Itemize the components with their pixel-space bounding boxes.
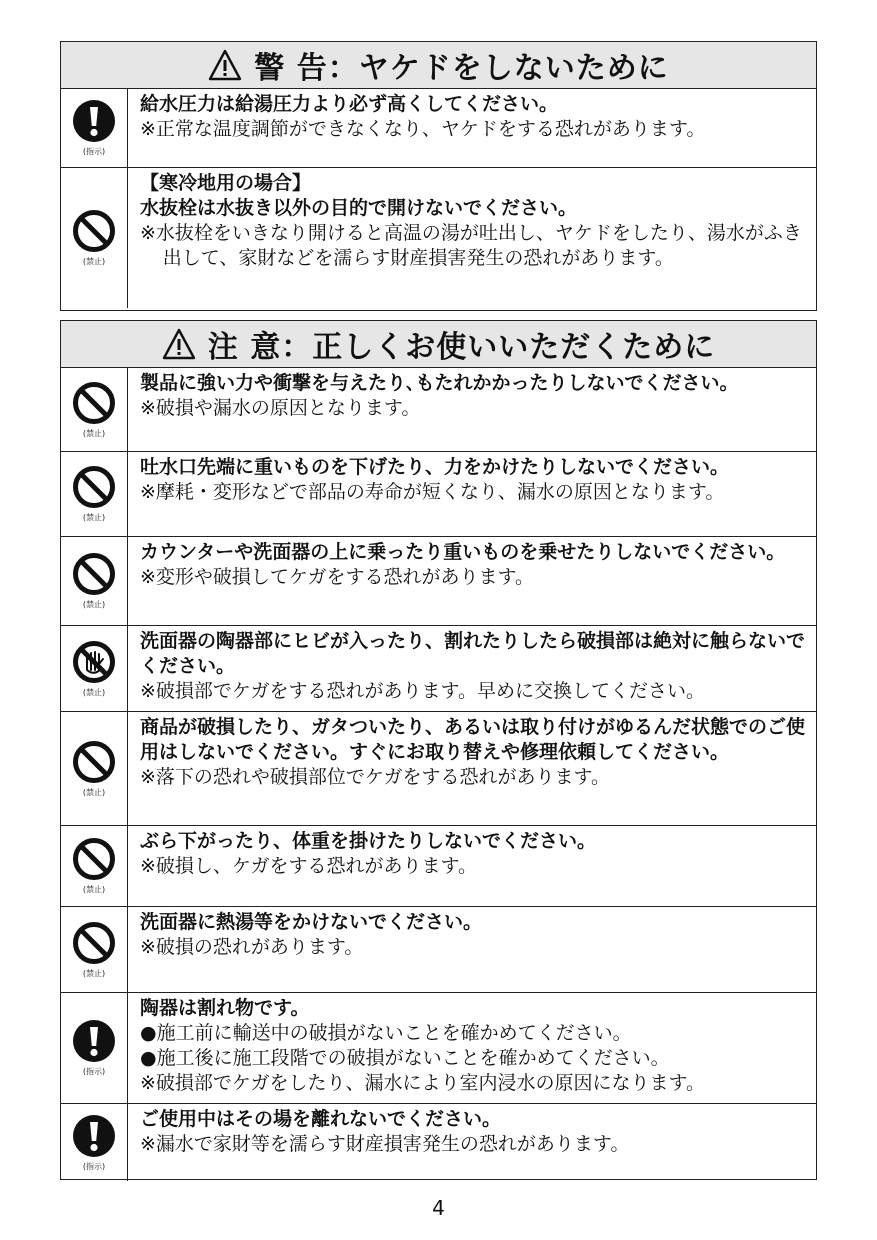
caution-header bbox=[61, 321, 816, 368]
note-text: ※破損部でケガをする恐れがあります。早めに交換してください。 bbox=[140, 680, 706, 702]
caution-row-2 bbox=[61, 452, 816, 537]
page-number: 4 bbox=[432, 1196, 445, 1220]
row-text bbox=[128, 89, 713, 167]
caution-row-4 bbox=[61, 626, 816, 712]
icon-caption: (禁止) bbox=[82, 600, 106, 609]
row-text bbox=[128, 368, 747, 451]
caution-section bbox=[60, 320, 817, 1180]
caution-row-3 bbox=[61, 537, 816, 626]
icon-cell bbox=[61, 368, 128, 451]
instruction-text: 【寒冷地用の場合】 bbox=[140, 172, 312, 194]
note-text: ※漏水で家財等を濡らす財産損害発生の恐れがあります。 bbox=[140, 1133, 630, 1155]
warning-section bbox=[60, 41, 817, 311]
icon-cell bbox=[61, 452, 128, 536]
prohibited-icon bbox=[72, 552, 116, 596]
row-text bbox=[128, 626, 816, 711]
note-text: ※破損や漏水の原因となります。 bbox=[140, 397, 421, 419]
icon-caption: (禁止) bbox=[82, 428, 106, 438]
instruction-text: 水抜栓は水抜き以外の目的で開けないでください。 bbox=[140, 197, 578, 219]
caution-title: 注 意：正しくお使いいただくために bbox=[207, 330, 716, 365]
note-text: ※摩耗・変形などで部品の寿命が短くなり、漏水の原因となります。 bbox=[140, 481, 725, 503]
note-text: ※変形や破損してケガをする恐れがあります。 bbox=[140, 566, 535, 588]
caution-row-5 bbox=[61, 712, 816, 826]
warning-rows bbox=[61, 89, 816, 308]
caution-row-6 bbox=[61, 826, 816, 907]
no-touch-icon bbox=[72, 640, 116, 684]
instruction-text: 製品に強い力や衝撃を与えたり､もたれかかったりしないでください。 bbox=[140, 372, 739, 394]
instruction-text: 洗面器に熱湯等をかけないでください。 bbox=[140, 911, 483, 933]
caution-row-8 bbox=[61, 993, 816, 1104]
note-text: ※破損し、ケガをする恐れがあります。 bbox=[140, 855, 478, 877]
icon-caption: (禁止) bbox=[82, 513, 106, 522]
mandatory-icon bbox=[72, 1019, 116, 1063]
note-text: ※破損の恐れがあります。 bbox=[140, 936, 364, 958]
instruction-text: 陶器は割れ物です。 bbox=[140, 997, 310, 1019]
icon-caption: (禁止) bbox=[82, 687, 106, 697]
instruction-text: カウンターや洗面器の上に乗ったり重いものを乗せたりしないでください。 bbox=[140, 541, 786, 563]
warning-header bbox=[61, 42, 816, 89]
instruction-text: 商品が破損したり、ガタついたり、あるいは取り付けがゆるんだ状態でのご使用はしないでください。すぐにお取り替えや修理依頼してください。 bbox=[140, 716, 806, 763]
icon-cell bbox=[61, 89, 128, 167]
icon-cell bbox=[61, 1104, 128, 1181]
caution-triangle-icon bbox=[162, 328, 196, 360]
icon-cell bbox=[61, 537, 128, 625]
prohibited-icon bbox=[72, 381, 116, 425]
note-text: ●施工前に輸送中の破損がないことを確かめてください。 bbox=[140, 1022, 632, 1044]
row-text bbox=[128, 452, 737, 536]
note-text: ※正常な温度調節ができなくなり、ヤケドをする恐れがあります。 bbox=[140, 118, 706, 140]
warning-triangle-icon bbox=[208, 49, 242, 81]
prohibited-icon bbox=[72, 740, 116, 784]
icon-caption: (指示) bbox=[82, 1067, 106, 1076]
caution-row-9 bbox=[61, 1104, 816, 1181]
icon-caption: (禁止) bbox=[82, 968, 106, 978]
icon-caption: (禁止) bbox=[82, 257, 106, 266]
icon-cell bbox=[61, 907, 128, 992]
warning-row-2 bbox=[61, 168, 816, 308]
caution-rows bbox=[61, 368, 816, 1181]
mandatory-icon bbox=[72, 1114, 116, 1158]
caution-row-7 bbox=[61, 907, 816, 993]
row-text bbox=[128, 907, 490, 992]
note-text: ※破損部でケガをしたり、漏水により室内浸水の原因になります。 bbox=[140, 1072, 706, 1094]
note-text: ※落下の恐れや破損部位でケガをする恐れがあります。 bbox=[140, 766, 611, 788]
instruction-text: 吐水口先端に重いものを下げたり、力をかけたりしないでください。 bbox=[140, 456, 730, 478]
icon-caption: (禁止) bbox=[82, 787, 106, 797]
warning-row-1 bbox=[61, 89, 816, 168]
note-text: ●施工後に施工段階での破損がないことを確かめてください。 bbox=[140, 1047, 670, 1069]
icon-caption: (指示) bbox=[82, 147, 106, 156]
icon-caption: (禁止) bbox=[82, 885, 106, 894]
icon-cell bbox=[61, 168, 128, 308]
icon-cell bbox=[61, 993, 128, 1103]
icon-cell bbox=[61, 826, 128, 906]
row-text bbox=[128, 993, 713, 1103]
icon-cell bbox=[61, 626, 128, 711]
icon-cell bbox=[61, 712, 128, 825]
caution-row-1 bbox=[61, 368, 816, 452]
mandatory-icon bbox=[72, 99, 116, 143]
instruction-text: ご使用中はその場を離れないでください。 bbox=[140, 1108, 502, 1130]
instruction-text: 洗面器の陶器部にヒビが入ったり、割れたりしたら破損部は絶対に触らないでください。 bbox=[140, 630, 806, 677]
row-text bbox=[128, 826, 604, 906]
warning-title: 警 告：ヤケドをしないために bbox=[254, 51, 669, 86]
row-text bbox=[128, 168, 816, 308]
icon-caption: (指示) bbox=[82, 1161, 106, 1171]
prohibited-icon bbox=[72, 209, 116, 253]
prohibited-icon bbox=[72, 837, 116, 881]
instruction-text: ぶら下がったり、体重を掛けたりしないでください。 bbox=[140, 830, 597, 852]
row-text bbox=[128, 537, 793, 625]
instruction-text: 給水圧力は給湯圧力より必ず高くしてください。 bbox=[140, 93, 559, 115]
prohibited-icon bbox=[72, 465, 116, 509]
note-text: ※水抜栓をいきなり開けると高温の湯が吐出し、ヤケドをしたり、湯水がふき出して、家財などを濡らす財産損害発生の恐れがあります。 bbox=[140, 222, 802, 269]
prohibited-icon bbox=[72, 921, 116, 965]
row-text bbox=[128, 1104, 637, 1181]
row-text bbox=[128, 712, 816, 825]
